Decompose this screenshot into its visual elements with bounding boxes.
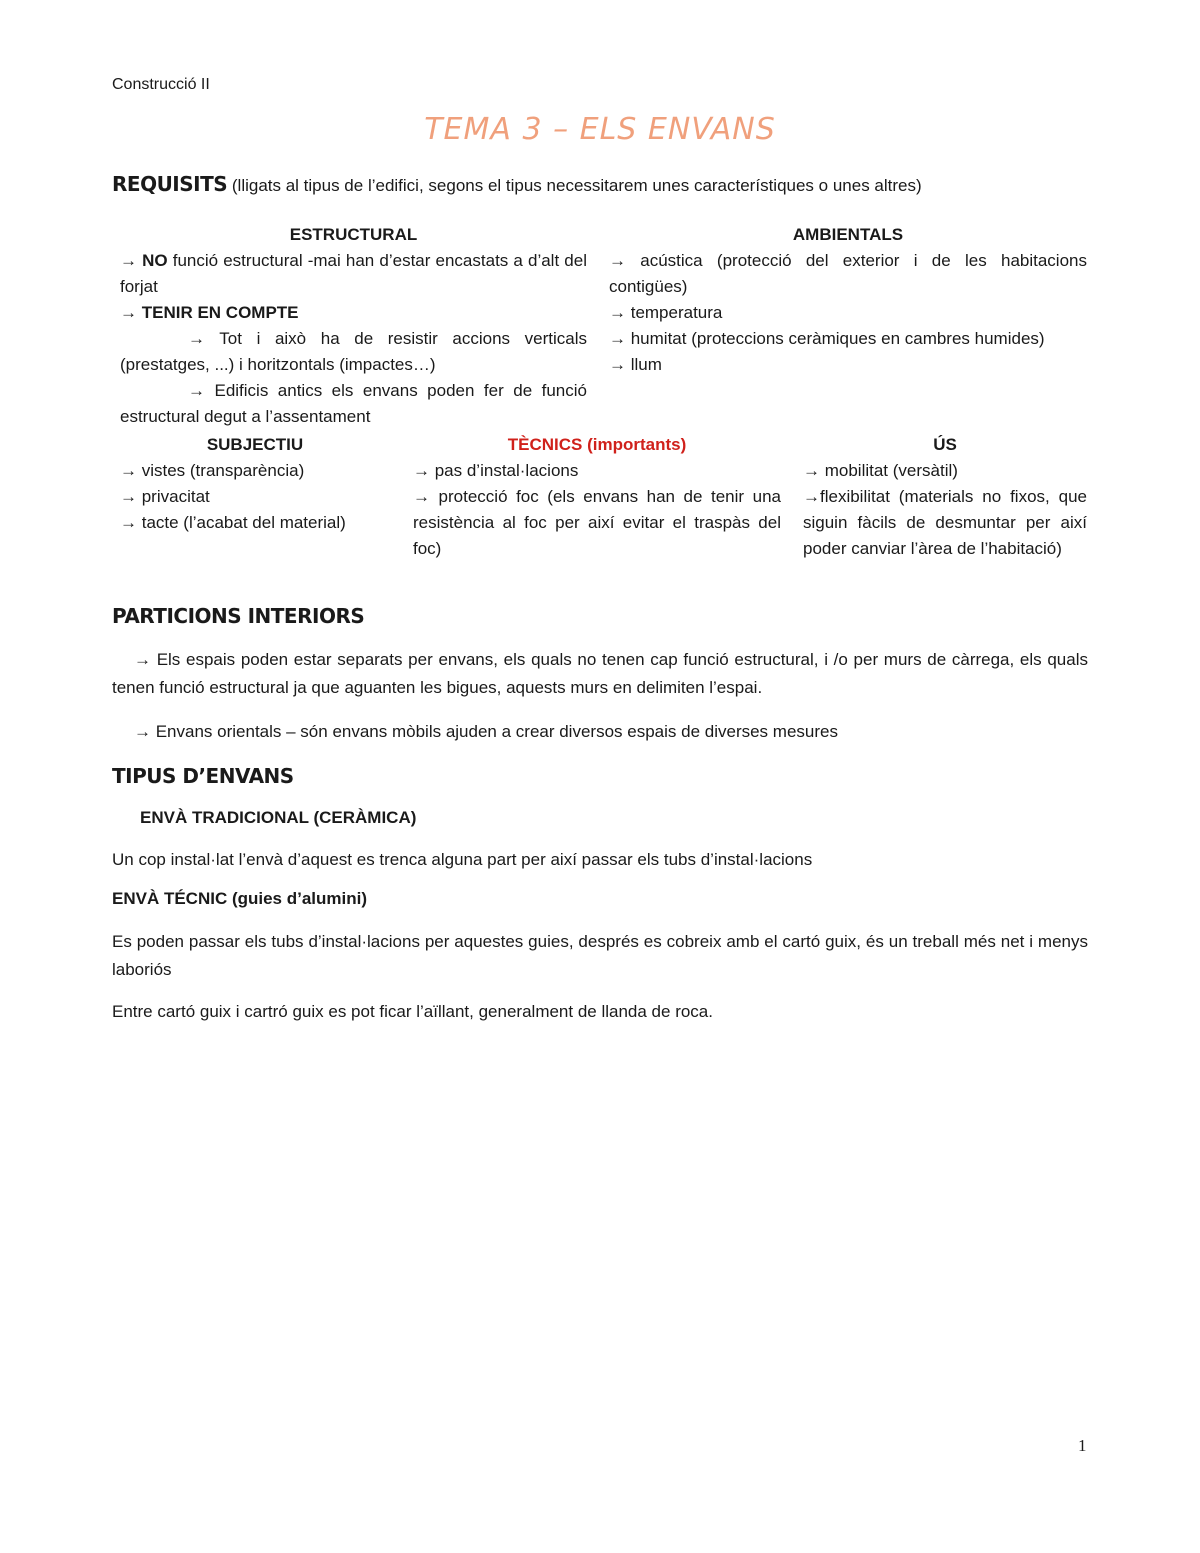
arrow-icon: →	[803, 461, 820, 480]
tecnics-column	[413, 432, 781, 562]
ambientals-item-4: → llum	[609, 355, 662, 374]
subjectiu-item-1: → vistes (transparència)	[120, 461, 305, 480]
subjectiu-item-2: → privacitat	[120, 487, 210, 506]
arrow-icon: →	[413, 461, 430, 480]
ambientals-item-2: → temperatura	[609, 303, 723, 322]
us-item-1: → mobilitat (versàtil)	[803, 461, 958, 480]
arrow-icon: →	[134, 650, 151, 669]
particions-paragraph-2: → Envans orientals – són envans mòbils ajuden a crear diversos espais de diverses mesures	[134, 722, 838, 741]
tipus-paragraph-3: Entre cartó guix i cartró guix es pot ficar l’aïllant, generalment de llanda de roca.	[112, 1002, 713, 1021]
subjectiu-item-3: → tacte (l’acabat del material)	[120, 513, 346, 532]
arrow-icon: →	[120, 487, 137, 506]
tecnics-heading: TÈCNICS (importants)	[507, 435, 687, 454]
arrow-icon: →	[120, 513, 137, 532]
arrow-icon: →	[188, 329, 205, 348]
page-header: Construcció II	[112, 76, 210, 93]
tipus-subheading-1: ENVÀ TRADICIONAL (CERÀMICA)	[140, 808, 417, 827]
arrow-icon: →	[188, 381, 205, 400]
arrow-icon: →	[609, 329, 626, 348]
requisits-note: (lligats al tipus de l’edifici, segons el tipus necessitarem unes característiques o unes altres)	[231, 176, 922, 195]
arrow-icon: →	[803, 487, 820, 506]
page-number: 1	[1078, 1436, 1087, 1455]
ambientals-heading: AMBIENTALS	[792, 225, 904, 244]
arrow-icon: →	[134, 722, 151, 741]
arrow-icon: →	[120, 251, 137, 270]
ambientals-item-1: → acústica (protecció del exterior i de les habitacions contigües)	[609, 251, 1087, 296]
ambientals-column	[609, 222, 1087, 378]
particions-heading: PARTICIONS INTERIORS	[112, 604, 365, 628]
particions-paragraph-1: → Els espais poden estar separats per envans, els quals no tenen cap funció estructural, i /o per murs de càrrega, els quals tenen funció estructural ja que aguanten les bigues, aquests murs en delimiten l’espai.	[112, 650, 1088, 697]
us-heading: ÚS	[933, 435, 957, 454]
ambientals-item-3: → humitat (proteccions ceràmiques en cambres humides)	[609, 329, 1045, 348]
tecnics-item-1: → pas d’instal·lacions	[413, 461, 579, 480]
tipus-paragraph-1: Un cop instal·lat l’envà d’aquest es trenca alguna part per així passar els tubs d’instal·lacions	[112, 850, 813, 869]
us-column	[803, 432, 1087, 562]
tipus-heading: TIPUS D’ENVANS	[112, 764, 294, 788]
subjectiu-heading: SUBJECTIU	[206, 435, 304, 454]
arrow-icon: →	[609, 355, 626, 374]
requisits-heading: REQUISITS	[112, 172, 228, 196]
structural-item-3: → Tot i això ha de resistir accions verticals (prestatges, ...) i horitzontals (impactes…)	[120, 329, 587, 374]
tipus-paragraph-2: Es poden passar els tubs d’instal·lacions per aquestes guies, després es cobreix amb el cartó guix, és un treball més net i menys laboriós	[112, 932, 1088, 979]
arrow-icon: →	[609, 303, 626, 322]
us-item-2: →flexibilitat (materials no fixos, que siguin fàcils de desmuntar per així poder canviar l’àrea de l’habitació)	[803, 487, 1087, 558]
arrow-icon: →	[120, 461, 137, 480]
structural-column	[120, 222, 587, 430]
subjectiu-column	[120, 432, 390, 536]
structural-item-2: → TENIR EN COMPTE	[120, 303, 299, 322]
tipus-subheading-2: ENVÀ TÉCNIC (guies d’alumini)	[112, 889, 368, 908]
arrow-icon: →	[120, 303, 137, 322]
structural-item-1: → NO funció estructural -mai han d’estar encastats a d’alt del forjat	[120, 251, 587, 296]
page-title: TEMA 3 – ELS ENVANS	[424, 112, 776, 147]
requisits-line	[112, 172, 1092, 196]
structural-heading: ESTRUCTURAL	[289, 225, 418, 244]
tecnics-item-2: → protecció foc (els envans han de tenir una resistència al foc per així evitar el traspàs del foc)	[413, 487, 781, 558]
arrow-icon: →	[413, 487, 430, 506]
arrow-icon: →	[609, 251, 626, 270]
structural-item-4: → Edificis antics els envans poden fer de funció estructural degut a l’assentament	[120, 381, 587, 426]
